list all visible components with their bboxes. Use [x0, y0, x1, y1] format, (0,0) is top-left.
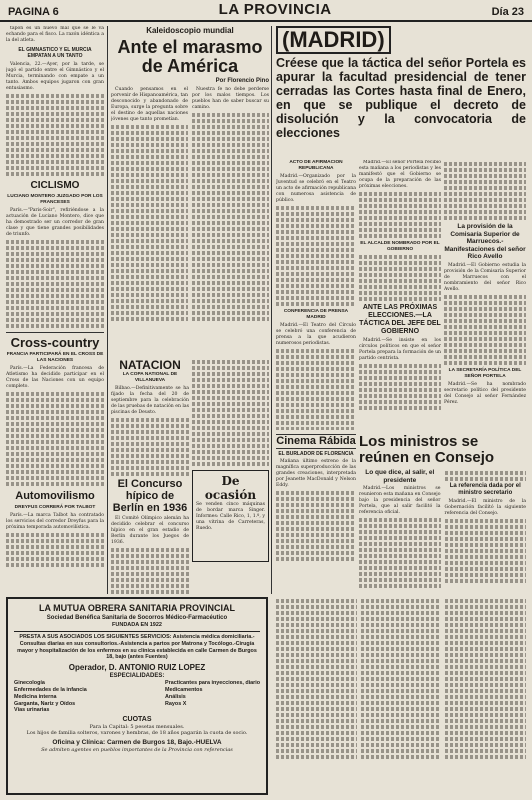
ciclismo-heading: CICLISMO: [30, 180, 80, 191]
alcalde-heading: EL ALCALDE NOMBRADO POR EL GOBIERNO: [360, 241, 440, 252]
madrid-col-2: [359, 160, 441, 430]
ministros-section: [359, 434, 526, 594]
ad-title: LA MUTUA OBRERA SANITARIA PROVINCIAL: [39, 603, 235, 613]
natacion-heading: NATACION: [119, 358, 181, 372]
ciclismo-subheading: LUCIANO MONTERO JUZGADO POR LOS FRANCESES: [7, 194, 103, 205]
gimnastico-text: Valencia, 22.—Ayer, por la tarde, se jugó el partido entre el Gimnástico y el Murcia, terminando con empate a un tanto. Ambos equipos jugaron con gran entusiasmo.: [6, 62, 104, 91]
rabida-section: [276, 434, 356, 594]
madrid-title: (MADRID): [276, 26, 391, 54]
specialty: Análisis: [165, 693, 186, 700]
mutua-advertisement: [6, 597, 268, 795]
ministros-title: Los ministros se reúnen en Consejo: [359, 434, 495, 466]
concurso-section: [111, 478, 189, 594]
running-head: [0, 0, 532, 22]
cross-subheading: FRANCIA PARTICIPARÁ EN EL CROSS DE LAS NACIONES: [6, 352, 104, 363]
cross-text: París.—La Federación francesa de Atletismo ha decidido participar en el Cross de las Naciones con un equipo completo.: [6, 366, 104, 389]
kaleidoscopio-byline: Por Florencio Pino: [215, 78, 269, 84]
page-number: PAGINA 6: [8, 6, 59, 18]
referencia-heading: La referencia dada por el ministro secretario: [449, 483, 521, 496]
ministros-subheading: Lo que dice, al salir, el presidente: [365, 469, 435, 484]
masthead: LA PROVINCIA: [218, 1, 332, 18]
ad-founded: FUNDADA EN 1922: [14, 622, 260, 632]
intro-text: tapón es un nuevo mal que se le va echando para el fisco. La razón idéntica a la del atleta.: [6, 26, 104, 43]
afirmacion-text: Madrid.—Organizado por la Juventud se celebró en el Teatro un acto de afirmación republicana con numerosa asistencia de público.: [276, 174, 356, 203]
natacion-section: [111, 358, 189, 476]
ad-specialties-left: [14, 680, 87, 714]
secretaria-heading: LA SECRETARÍA POLÍTICA DEL SEÑOR PORTELA: [448, 367, 522, 379]
kaleidoscopio-label: Kaleidoscopio mundial: [146, 26, 234, 35]
conferencia-heading: CONFERENCIA DE PRENSA MADRID: [283, 309, 349, 320]
ad-specialties: [14, 680, 260, 714]
automovilismo-heading: Automovilismo: [15, 490, 95, 502]
kaleidoscopio-text-2: Nuestra fe no debe perderse por los malos tiempos. Los pueblos han de saber buscar su camino.: [192, 87, 269, 110]
issue-date: Día 23: [491, 6, 524, 18]
kaleidoscopio-text-1: Cuando pensamos en el porvenir de Hispanoamérica, tan desconocido y abandonado de Europa, surge la pregunta sobre el destino de aquellas naciones jóvenes que tanto prometían.: [111, 87, 188, 122]
secretaria-text: Madrid.—Se ha nombrado secretario político del presidente del Consejo al señor Fernández Pérez.: [444, 381, 526, 405]
left-column: [6, 26, 104, 594]
natacion-text: Bilbao.—Definitivamente se ha fijado la fecha del 20 de septiembre para la celebración de las pruebas de natación en las piscinas de Deusto.: [111, 386, 189, 415]
ad-services: PRESTA A SUS ASOCIADOS LOS SIGUIENTES SERVICIOS: Asistencia médica domiciliaria.-Consultas diarias en sus consultorios.-Asistencia a partos por Matrona y Tocólogo.-Cirugía mayor y hospitalización de los enfermos en su clínica establecida en calle Carmen de Burgos 18, bajo (antes Fuentes): [17, 634, 257, 661]
gimnastico-headline: EL GIMNASTICO Y EL MURCIA EMPATAN A UN TANTO: [18, 47, 92, 59]
concurso-title: El Concurso hípico de Berlín en 1936: [112, 478, 188, 514]
portela-text: Madrid.—El señor Portela recibió esta mañana a los periodistas y les manifestó que el Gobierno se ocupa de la preparación de las próximas elecciones.: [359, 160, 441, 189]
specialty: Medicamentos: [165, 686, 203, 693]
bottom-right-columns: [276, 597, 526, 795]
madrid-col-1: [276, 160, 356, 430]
ad-subtitle: Sociedad Benéfica Sanitaria de Socorros Médico-Farmacéutico: [46, 615, 228, 621]
kaleidoscopio-title: Ante el marasmo de América: [117, 37, 263, 76]
specialty: Ginecología: [14, 680, 45, 687]
afirmacion-heading: ACTO DE AFIRMACIÓN REPUBLICANA: [289, 160, 343, 171]
concurso-text: El Comité Olímpico alemán ha decidido celebrar el concurso hípico en el gran estadio de Berlín durante los Juegos de 1936.: [111, 516, 189, 545]
ocasion-box: [192, 470, 269, 562]
ad-specialties-right: [165, 680, 260, 714]
automovilismo-text: París.—La marca Talbot ha contratado los servicios del corredor Dreyfus para la próxima temporada automovilística.: [6, 513, 104, 530]
rabida-title: Cinema Rábida: [276, 435, 356, 447]
ocasion-title: De ocasión: [204, 474, 257, 502]
rabida-subtitle: EL BURLADOR DE FLORENCIA: [278, 451, 354, 457]
elecciones-heading: ANTE LAS PRÓXIMAS ELECCIONES.—LA TÁCTICA DEL JEFE DEL GOBIERNO: [359, 304, 441, 335]
specialty: Medicina interna: [14, 693, 57, 700]
ad-quotas-2: Los hijos de familia solteros, varones y hembras, de 18 años pagarán la cuota de socio.: [26, 730, 248, 737]
referencia-text: Madrid.—El ministro de la Gobernación facilitó la siguiente referencia del Consejo.: [444, 499, 526, 516]
ad-office: Oficina y Clínica: Carmen de Burgos 18, Bajo.-HUELVA: [52, 738, 222, 746]
ad-specialties-label: ESPECIALIDADES:: [109, 673, 165, 680]
natacion-subheading: LA COPA NATIONAL DE VILLANUEVA: [122, 372, 178, 383]
madrid-headline: Créese que la táctica del señor Portela es apurar la facultad presidencial de tener cerradas las Cortes hasta final de Enero, en que se publique el decreto de disolución y la convocatoria de elecciones: [276, 56, 526, 140]
rabida-text: Mañana último estreno de la magnífica superproducción de las grandes creaciones, interpretada por Jeanette MacDonald y Nelson Eddy.: [276, 459, 356, 488]
madrid-headline-block: [276, 26, 526, 158]
specialty: Rayos X: [165, 700, 187, 707]
conferencia-text: Madrid.—El Teatro del Círculo se celebró una conferencia de prensa a la que acudieron numerosos periodistas.: [276, 323, 356, 346]
ad-operator: Operador, D. ANTONIO RUIZ LOPEZ: [68, 663, 206, 673]
kaleidoscopio-section: [111, 26, 269, 356]
specialty: Garganta, Nariz y Oídos: [14, 700, 76, 707]
marruecos-text: Madrid.—El Gobierno estudia la provisión de la Comisaría Superior de Marruecos con el nombramiento del señor Rico Avello.: [444, 262, 526, 292]
automovilismo-subheading: DREYFUS CORRERÁ POR TALBOT: [14, 505, 96, 510]
ocasion-text: Se venden cinco máquinas de bordar marca Singer. Informes: Calle Rico, 1, 1.º, y una vitrina de Carreteras, Ruedo.: [196, 502, 265, 531]
ad-quotas: Para la Capital: 5 pesetas mensuales.: [89, 724, 185, 731]
madrid-col-3: [444, 160, 526, 430]
ad-note: Se admiten agentes en pueblos importantes de la Provincia con referencias: [41, 746, 233, 753]
ad-quotas-label: CUOTAS: [122, 716, 152, 724]
marruecos-heading: La provisión de la Comisaría Superior de Marruecos.-Manifestaciones del señor Rico Avello: [444, 223, 526, 260]
kaleidoscopio-continuation: [192, 358, 269, 466]
specialty: Vías urinarias: [14, 707, 50, 714]
specialty: Practicantes para inyecciones, diario: [165, 680, 260, 687]
ciclismo-text: París.—"Paris-Soir", refiriéndose a la actuación de Luciano Montero, dice que ha demostrado ser un corredor de gran clase y que tiene grandes posibilidades de triunfo.: [6, 208, 104, 237]
ministros-text: Madrid.—Los ministros se reunieron esta mañana en Consejo bajo la presidencia del señor Portela, que al salir facilitó la referencia oficial.: [359, 486, 441, 515]
elecciones-text: Madrid.—Se insiste en los círculos políticos en que el señor Portela prepara la formación de un partido centrista.: [359, 338, 441, 361]
cross-country-heading: Cross-country: [6, 332, 104, 350]
specialty: Enfermedades de la infancia: [14, 686, 87, 693]
